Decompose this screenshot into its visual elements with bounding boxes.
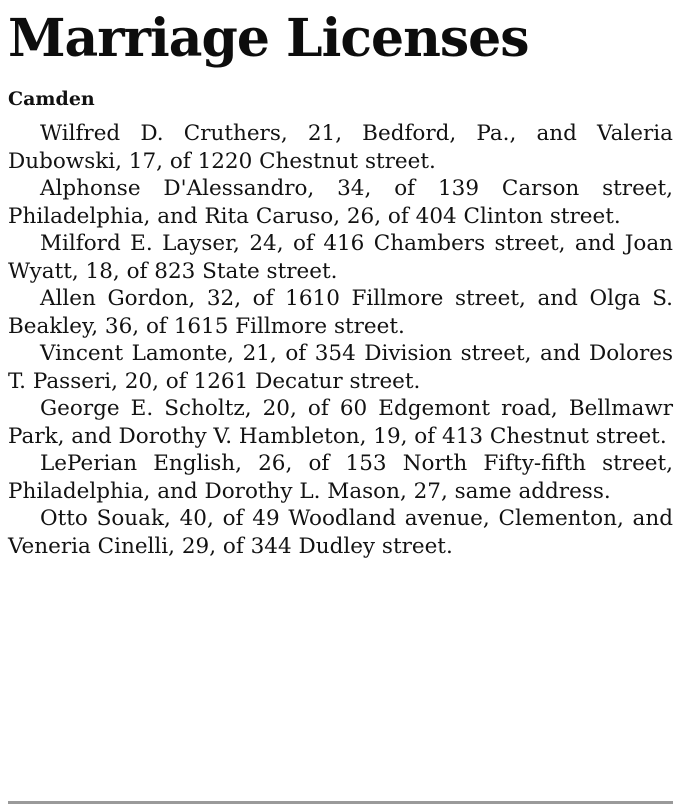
license-entry: George E. Scholtz, 20, of 60 Edgemont road, Bellmawr Park, and Dorothy V. Hambleton, 19, of 413 Chestnut street.	[8, 396, 673, 449]
headline: Marriage Licenses	[8, 8, 529, 69]
dateline: Camden	[8, 88, 95, 110]
license-list	[8, 120, 673, 560]
license-entry: Wilfred D. Cruthers, 21, Bedford, Pa., and Valeria Dubowski, 17, of 1220 Chestnut street.	[8, 121, 673, 174]
bottom-divider	[8, 801, 673, 804]
license-entry: Vincent Lamonte, 21, of 354 Division street, and Dolores T. Passeri, 20, of 1261 Decatur street.	[8, 341, 673, 394]
license-entry: LePerian English, 26, of 153 North Fifty-fifth street, Philadelphia, and Dorothy L. Mason, 27, same address.	[8, 451, 673, 504]
license-entry: Otto Souak, 40, of 49 Woodland avenue, Clementon, and Veneria Cinelli, 29, of 344 Dudley street.	[8, 506, 673, 559]
license-entry: Alphonse D'Alessandro, 34, of 139 Carson street, Philadelphia, and Rita Caruso, 26, of 404 Clinton street.	[8, 176, 673, 229]
license-entry: Milford E. Layser, 24, of 416 Chambers street, and Joan Wyatt, 18, of 823 State street.	[8, 231, 673, 284]
license-entry: Allen Gordon, 32, of 1610 Fillmore street, and Olga S. Beakley, 36, of 1615 Fillmore street.	[8, 286, 673, 339]
